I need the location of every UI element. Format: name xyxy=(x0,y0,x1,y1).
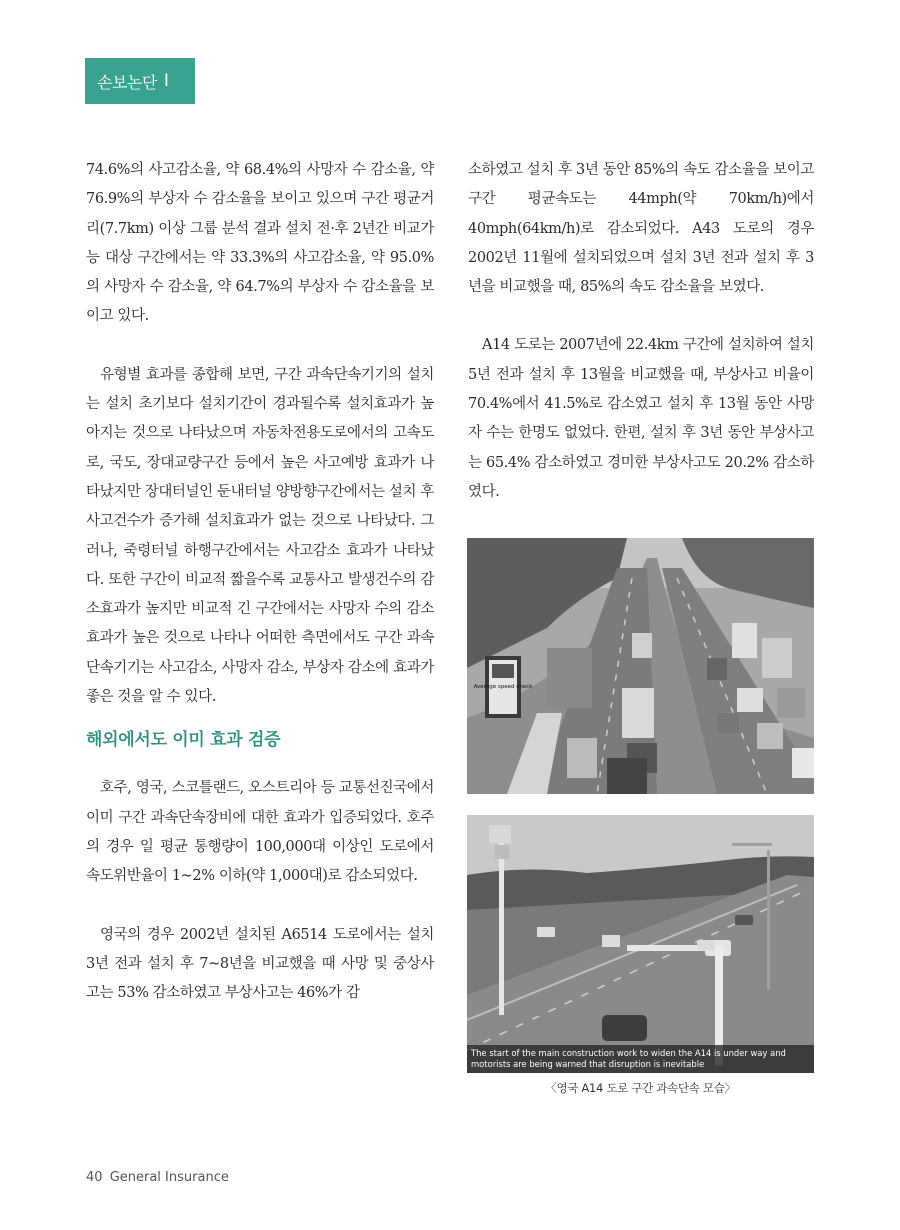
speed-check-sign-text xyxy=(474,684,534,690)
publication-name: General Insurance xyxy=(109,1170,229,1185)
left-column xyxy=(86,156,434,1008)
body-paragraph: 호주, 영국, 스코틀랜드, 오스트리아 등 교통선진국에서 이미 구간 과속단속장비에 대한 효과가 입증되었다. 호주의 경우 일 평균 통행량이 100,000대 이상인 도로에서 속도위반율이 1~2% 이하(약 1,000대)로 감소되었다. xyxy=(86,780,434,885)
body-paragraph: 영국의 경우 2002년 설치된 A6514 도로에서는 설치 3년 전과 설치 후 7~8년을 비교했을 때 사망 및 중상사고는 53% 감소하였고 부상사고는 46%가 감 xyxy=(86,926,434,1002)
sign-line-1: Average speed check xyxy=(473,684,533,690)
traffic-jam-photo xyxy=(467,538,814,794)
speed-camera-photo xyxy=(467,815,814,1073)
section-heading: 해외에서도 이미 효과 검증 xyxy=(86,730,281,751)
body-paragraph: A14 도로는 2007년에 22.4km 구간에 설치하여 설치 5년 전과 설치 후 13월을 비교했을 때, 부상사고 비율이 70.4%에서 41.5%로 감소였고 설치 후 13월 동안 사망자 수는 한명도 없었다. 한편, 설치 후 3년 동안 부상사고는 65.4% 감소하였고 경미한 부상사고도 20.2% 감소하였다. xyxy=(468,337,814,500)
photo-overlay-caption: The start of the main construction work to widen the A14 is under way and motorists are being warned that disruption is inevitable xyxy=(467,1045,814,1073)
section-tag xyxy=(85,58,195,104)
section-tag-bar: I xyxy=(163,71,169,91)
body-paragraph: 소하였고 설치 후 3년 동안 85%의 속도 감소율을 보이고 구간 평균속도는 44mph(약 70km/h)에서 40mph(64km/h)로 감소되었다. A43 도로의 경우 2002년 11월에 설치되었으며 설치 3년 전과 설치 후 3년을 비교했을 때, 85%의 속도 감소율을 보였다. xyxy=(468,162,814,296)
body-paragraph: 74.6%의 사고감소율, 약 68.4%의 사망자 수 감소율, 약 76.9%의 부상자 수 감소율을 보이고 있으며 구간 평균거리(7.7km) 이상 그룹 분석 결과 설치 전·후 2년간 비교가능 대상 구간에서는 약 33.3%의 사고감소율, 약 95.0%의 사망자 수 감소율, 약 64.7%의 부상자 수 감소율을 보이고 있다. xyxy=(86,162,434,325)
section-tag-label: 손보논단 xyxy=(97,72,157,92)
figure-caption: 〈영국 A14 도로 구간 과속단속 모습〉 xyxy=(545,1081,736,1095)
right-column xyxy=(468,156,814,507)
body-paragraph: 유형별 효과를 종합해 보면, 구간 과속단속기기의 설치는 설치 초기보다 설치기간이 경과될수록 설치효과가 높아지는 것으로 나타났으며 자동차전용도로에서의 고속도로, 국도, 장대교량구간 등에서 높은 사고예방 효과가 나타났지만 장대터널인 둔내터널 양방향구간에서는 설치 후 사고건수가 증가해 설치효과가 없는 것으로 나타났다. 그러나, 죽령터널 하행구간에서는 사고감소 효과가 나타났다. 또한 구간이 비교적 짧을수록 교통사고 발생건수의 감소효과가 높지만 비교적 긴 구간에서는 사망자 수의 감소효과가 높은 것으로 나타나 어떠한 측면에서도 구간 과속단속기기는 사고감소, 사망자 감소, 부상자 감소에 효과가 좋은 것을 알 수 있다. xyxy=(86,366,434,706)
page-number: 40 xyxy=(86,1170,103,1185)
page-footer xyxy=(86,1170,229,1185)
